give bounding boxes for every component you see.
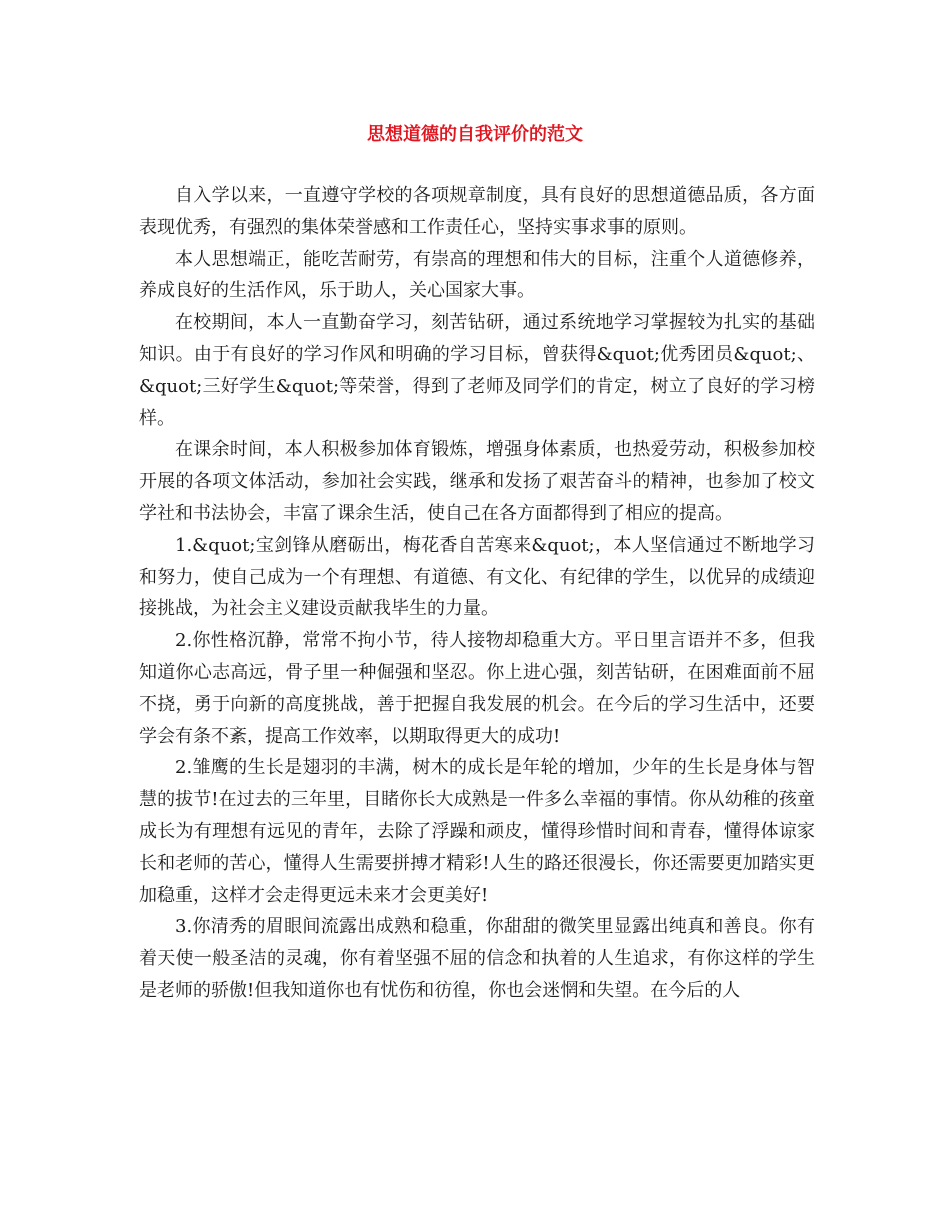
paragraph: 3.你清秀的眉眼间流露出成熟和稳重，你甜甜的微笑里显露出纯真和善良。你有着天使一般圣洁的灵魂，你有着坚强不屈的信念和执着的人生追求，有你这样的学生是老师的骄傲!但我知道你也有忧伤和彷徨，你也会迷惘和失望。在今后的人 [139,916,815,1001]
paragraph: 1.&quot;宝剑锋从磨砺出，梅花香自苦寒来&quot;，本人坚信通过不断地学习和努力，使自己成为一个有理想、有道德、有文化、有纪律的学生，以优异的成绩迎接挑战，为社会主义建设贡献我毕生的力量。 [139,534,815,620]
paragraph: 自入学以来，一直遵守学校的各项规章制度，具有良好的思想道德品质，各方面表现优秀，有强烈的集体荣誉感和工作责任心，坚持实事求事的原则。 [139,185,815,238]
paragraph: 2.雏鹰的生长是翅羽的丰满，树木的成长是年轮的增加，少年的生长是身体与智慧的拔节!在过去的三年里，目睹你长大成熟是一件多么幸福的事情。你从幼稚的孩童成长为有理想有远见的青年，去除了浮躁和顽皮，懂得珍惜时间和青春，懂得体谅家长和老师的苦心，懂得人生需要拼搏才精彩!人生的路还很漫长，你还需要更加踏实更加稳重，这样才会走得更远未来才会更美好! [139,757,815,906]
paragraph: 在校期间，本人一直勤奋学习，刻苦钻研，通过系统地学习掌握较为扎实的基础知识。由于有良好的学习作风和明确的学习目标，曾获得&quot;优秀团员&quot;、&quot;三好学生&quot;等荣誉，得到了老师及同学们的肯定，树立了良好的学习榜样。 [139,312,815,429]
paragraph: 本人思想端正，能吃苦耐劳，有崇高的理想和伟大的目标，注重个人道德修养，养成良好的生活作风，乐于助人，关心国家大事。 [139,248,815,302]
document-title: 思想道德的自我评价的范文 [367,124,583,145]
paragraph: 2.你性格沉静，常常不拘小节，待人接物却稳重大方。平日里言语并不多，但我知道你心志高远，骨子里一种倔强和坚忍。你上进心强，刻苦钻研，在困难面前不屈不挠，勇于向新的高度挑战，善于把握自我发展的机会。在今后的学习生活中，还要学会有条不紊，提高工作效率，以期取得更大的成功! [139,630,815,747]
paragraph: 在课余时间，本人积极参加体育锻炼，增强身体素质，也热爱劳动，积极参加校开展的各项文体活动，参加社会实践，继承和发扬了艰苦奋斗的精神，也参加了校文学社和书法协会，丰富了课余生活，使自己在各方面都得到了相应的提高。 [139,439,815,524]
document-body [139,180,815,1007]
